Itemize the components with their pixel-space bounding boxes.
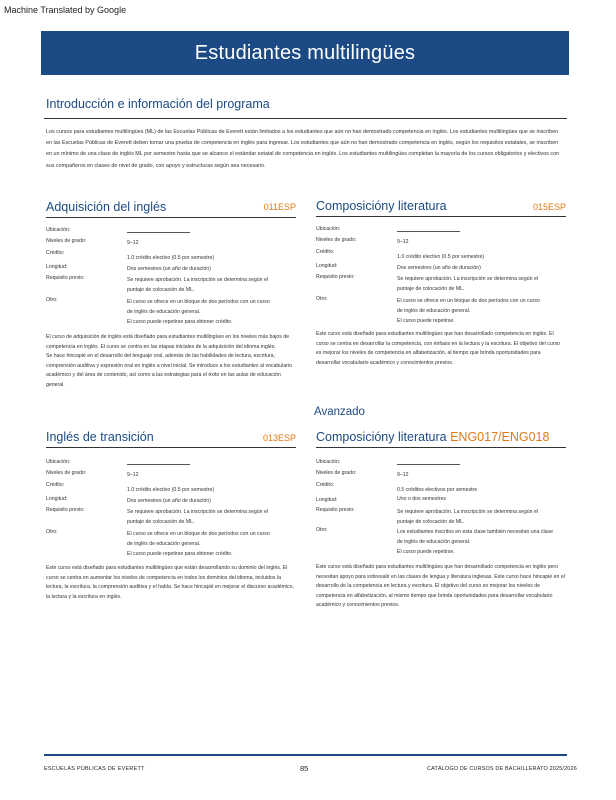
description-paragraph: El curso de adquisición de inglés está diseñado para estudiantes multilingües en los niveles más bajos de competencia en inglés. El curso se centra en las etapas iniciales de la adquisición del idioma inglés. bbox=[46, 334, 290, 350]
detail-value bbox=[397, 274, 567, 294]
description-paragraph: Se hace hincapié en el desarrollo del lenguaje oral, además de las habilidades de lectura, escritura, comprensión auditiva y expresión oral en inglés a nivel inicial. Se introduce a los estudiantes al vocabulario académico y del área de contenido, así como a las estrategias para el éxito en las aulas de educación general. bbox=[46, 353, 292, 388]
detail-value: Dos semestres (un año de duración) bbox=[127, 266, 211, 272]
course-title: Adquisición del inglés bbox=[46, 200, 167, 214]
detail-label: Longitud: bbox=[46, 496, 68, 502]
detail-label: Ubicación: bbox=[316, 459, 341, 465]
detail-value: 1.0 crédito electivo (0.5 por semestre) bbox=[127, 255, 215, 261]
detail-value bbox=[397, 296, 567, 326]
detail-value-blank bbox=[397, 226, 567, 236]
detail-label: Requisito previo: bbox=[46, 275, 85, 281]
value-line: El curso puede repetirse para obtener crédito. bbox=[127, 551, 233, 557]
detail-label: Crédito: bbox=[316, 249, 335, 255]
value-line: puntaje de colocación de ML. bbox=[397, 286, 465, 292]
detail-value: 9–12 bbox=[127, 240, 139, 246]
value-line: de inglés de educación general. bbox=[127, 541, 201, 547]
intro-divider bbox=[44, 118, 567, 119]
course-block-composicion-avanzado bbox=[316, 430, 566, 609]
detail-label: Requisito previo: bbox=[316, 274, 355, 280]
detail-label: Niveles de grado: bbox=[46, 470, 87, 476]
course-title bbox=[316, 430, 549, 444]
course-description bbox=[316, 563, 566, 611]
intro-paragraph: Los cursos para estudiantes multilingües (ML) de las Escuelas Públicas de Everett están limitados a los estudiantes que aún no han demostrado competencia en inglés. Los estudiantes multilingües que se inscriben en las Escuelas Públicas de Everett deben tomar una prueba de competencia en inglés para ingresar. Los estudiantes que aún no han demostrado competencia en inglés, según los requisitos estatales, se inscriben en un mínimo de una clase de inglés ML por semestre hasta que se alcance el estándar estatal de competencia en inglés. Los estudiantes multilingües completan la mayoría de los cursos obligatorios y electivos con sus compañeros en clases de nivel de grado, con apoyo y estructuras según sea necesario. bbox=[46, 129, 560, 169]
intro-heading: Introducción e información del programa bbox=[46, 97, 270, 111]
detail-label: Requisito previo: bbox=[316, 507, 355, 513]
detail-value: 9–12 bbox=[127, 472, 139, 478]
course-divider bbox=[46, 217, 296, 218]
detail-value-blank bbox=[127, 227, 297, 237]
course-description bbox=[316, 330, 566, 368]
description-paragraph: Este curso está diseñado para estudiantes multilingües que están desarrollando su dominio del inglés. El curso se centra en aumentar los niveles de competencia en todos los dominios del idioma, incluidos la lectura, la escritura, la comprensión auditiva y el habla. Se hace hincapié en mejorar el discurso académico, la lectura y la escritura en inglés. bbox=[46, 565, 294, 600]
detail-label: Crédito: bbox=[46, 482, 65, 488]
detail-label: Otro: bbox=[46, 297, 58, 303]
course-code: ENG017/ENG018 bbox=[450, 430, 550, 444]
machine-translation-banner: Machine Translated by Google bbox=[4, 5, 127, 15]
detail-value: Uno o dos semestres bbox=[397, 496, 447, 502]
detail-label: Otro: bbox=[316, 527, 328, 533]
footer-district: ESCUELAS PÚBLICAS DE EVERETT bbox=[44, 766, 145, 772]
course-block-composicion bbox=[316, 199, 566, 366]
value-line: puntaje de colocación de ML. bbox=[127, 287, 195, 293]
detail-value bbox=[127, 297, 297, 327]
description-paragraph: Este curso está diseñado para estudiantes multilingües que han desarrollado competencia en inglés pero necesitan apoyo para sobresalir en las clases de lengua y literatura inglesas. Este curso hace hincapié en el desarrollo de la competencia en lectura y escritura. El objetivo del curso es mejorar los niveles de competencia en alfabetización, al mismo tiempo que brinda oportunidades para desarrollar vocabulario académico y conocimientos previos. bbox=[316, 564, 565, 609]
course-divider bbox=[316, 447, 566, 448]
detail-value bbox=[127, 529, 297, 559]
detail-label: Ubicación: bbox=[46, 459, 71, 465]
value-line: de inglés de educación general. bbox=[397, 308, 471, 314]
course-code: 013ESP bbox=[262, 433, 296, 443]
detail-value-blank bbox=[397, 459, 567, 469]
value-line: de inglés de educación general. bbox=[127, 309, 201, 315]
detail-label: Crédito: bbox=[316, 482, 335, 488]
detail-value: Dos semestres (un año de duración) bbox=[397, 265, 481, 271]
detail-label: Ubicación: bbox=[316, 226, 341, 232]
detail-value bbox=[127, 507, 297, 527]
detail-label: Longitud: bbox=[46, 264, 68, 270]
detail-value: 9–12 bbox=[397, 239, 409, 245]
course-divider bbox=[316, 216, 566, 217]
page-title-bar bbox=[41, 31, 569, 75]
detail-label: Requisito previo: bbox=[46, 507, 85, 513]
section-label-avanzado: Avanzado bbox=[314, 406, 365, 418]
footer-catalog: CATÁLOGO DE CURSOS DE BACHILLERATO 2025/2026 bbox=[427, 766, 577, 772]
value-line: Se requiere aprobación. La inscripción se determina según el bbox=[397, 276, 539, 282]
detail-value: 0.5 créditos electivos por semestre bbox=[397, 487, 478, 493]
footer-divider bbox=[44, 754, 567, 756]
detail-value-blank bbox=[127, 459, 297, 469]
value-line: El curso puede repetirse. bbox=[397, 549, 455, 555]
detail-value bbox=[397, 527, 567, 557]
detail-value bbox=[397, 507, 567, 527]
detail-value: 1.0 crédito electivo (0.5 por semestre) bbox=[127, 487, 215, 493]
detail-label: Ubicación: bbox=[46, 227, 71, 233]
course-divider bbox=[46, 447, 296, 448]
value-line: Se requiere aprobación. La inscripción se determina según el bbox=[127, 277, 269, 283]
course-description bbox=[46, 333, 296, 391]
detail-value bbox=[127, 275, 297, 295]
detail-label: Otro: bbox=[46, 529, 58, 535]
value-line: puntaje de colocación de ML. bbox=[127, 519, 195, 525]
course-block-transicion bbox=[46, 430, 296, 600]
course-description bbox=[46, 564, 296, 602]
description-paragraph: Este curso está diseñado para estudiantes multilingües que han desarrollado competencia en inglés. El curso se centra en desarrollar la competencia, con énfasis en la lectura y la escritura. El objetivo del curso es mejorar los niveles de competencia en alfabetización, al tiempo que brinda oportunidades para desarrollar vocabulario académico y conocimientos previos. bbox=[316, 331, 560, 366]
detail-label: Longitud: bbox=[316, 497, 338, 503]
value-line: El curso se ofrece en un bloque de dos períodos con un curso bbox=[127, 299, 270, 305]
detail-label: Otro: bbox=[316, 296, 328, 302]
course-code: 011ESP bbox=[263, 202, 296, 212]
value-line: de inglés de educación general. bbox=[397, 539, 471, 545]
detail-value: Dos semestres (un año de duración) bbox=[127, 498, 211, 504]
value-line: Se requiere aprobación. La inscripción se determina según el bbox=[127, 509, 269, 515]
detail-value: 1.0 crédito electivo (0.5 por semestre) bbox=[397, 254, 485, 260]
value-line: El curso puede repetirse. bbox=[397, 318, 455, 324]
value-line: Los estudiantes inscritos en esta clase también necesitan una clase bbox=[397, 529, 554, 535]
value-line: Se requiere aprobación. La inscripción se determina según el bbox=[397, 509, 539, 515]
detail-label: Longitud: bbox=[316, 263, 338, 269]
detail-label: Niveles de grado: bbox=[46, 238, 87, 244]
value-line: puntaje de colocación de ML. bbox=[397, 519, 465, 525]
page-title: Estudiantes multilingües bbox=[194, 41, 416, 64]
course-title: Composicióny literatura bbox=[316, 199, 447, 213]
detail-value: 9–12 bbox=[397, 472, 409, 478]
course-code: 015ESP bbox=[532, 202, 566, 212]
detail-label: Niveles de grado: bbox=[316, 237, 357, 243]
detail-label: Crédito: bbox=[46, 250, 65, 256]
value-line: El curso se ofrece en un bloque de dos períodos con un curso bbox=[127, 531, 270, 537]
page-number: 85 bbox=[300, 764, 309, 773]
value-line: El curso puede repetirse para obtener crédito. bbox=[127, 319, 233, 325]
course-title-text: Composicióny literatura bbox=[316, 430, 447, 444]
detail-label: Niveles de grado: bbox=[316, 470, 357, 476]
value-line: El curso se ofrece en un bloque de dos períodos con un curso bbox=[397, 298, 540, 304]
course-title: Inglés de transición bbox=[46, 430, 154, 444]
course-block-adquisicion bbox=[46, 200, 296, 388]
